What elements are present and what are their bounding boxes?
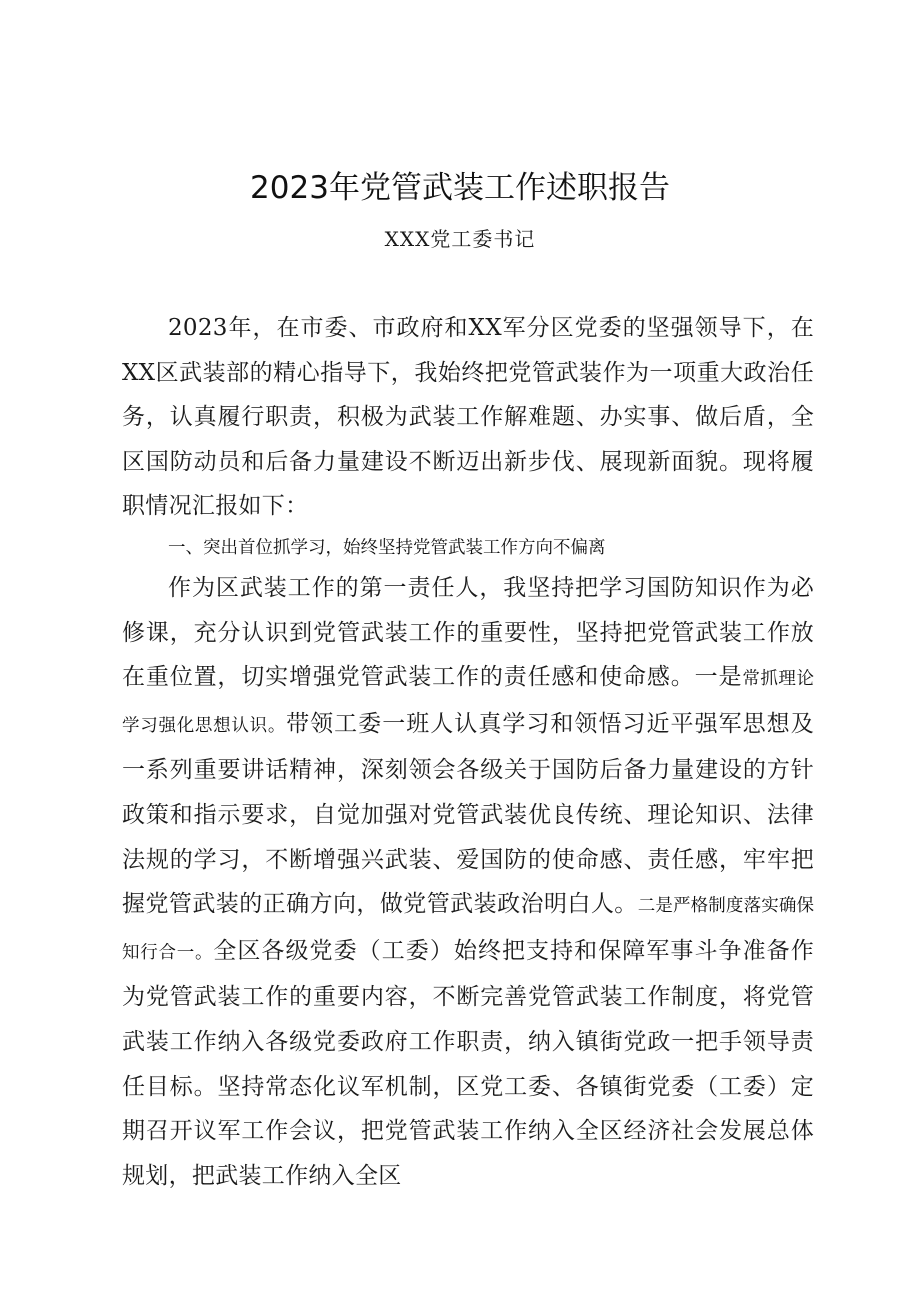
section-heading-1: 一、突出首位抓学习，始终坚持党管武装工作方向不偏离: [168, 538, 606, 558]
section-1-text-part-3: 全区各级党委（工委）始终把支持和保障军事斗争准备作为党管武装工作的重要内容，不断完善党管武装工作制度，将党管武装工作纳入各级党委政府工作职责，纳入镇街党政一把手领导责任目标。坚持常态化议军机制，区党工委、各镇街党委（工委）定期召开议军工作会议，把党管武装工作纳入全区经济社会发展总体规划，把武装工作纳入全区: [122, 937, 815, 1189]
intro-paragraph: 2023年，在市委、市政府和XX军分区党委的坚强领导下，在XX区武装部的精心指导下，我始终把党管武装作为一项重大政治任务，认真履行职责，积极为武装工作解难题、办实事、做后盾，全区国防动员和后备力量建设不断迈出新步伐、展现新面貌。现将履职情况汇报如下：: [122, 315, 814, 520]
document-subtitle: XXX党工委书记: [384, 227, 536, 251]
section-1-text-part-1: 作为区武装工作的第一责任人，我坚持把学习国防知识作为必修课，充分认识到党管武装工作的重要性，坚持把党管武装工作放在重位置，切实增强党管武装工作的责任感和使命感。一是: [122, 575, 814, 691]
highlight-point-2: 二是严格制度落实确保知行合一。: [122, 896, 814, 963]
document-title: 2023年党管武装工作述职报告: [250, 170, 670, 206]
highlight-point-1: 常抓理论学习强化思想认识。: [122, 669, 814, 736]
section-1-paragraph: [122, 566, 814, 1198]
section-1-text-part-2: 带领工委一班人认真学习和领悟习近平强军思想及一系列重要讲话精神，深刻领会各级关于国防后备力量建设的方针政策和指示要求，自觉加强对党管武装优良传统、理论知识、法律法规的学习，不断增强兴武装、爱国防的使命感、责任感，牢牢把握党管武装的正确方向，做党管武装政治明白人。: [122, 710, 815, 918]
